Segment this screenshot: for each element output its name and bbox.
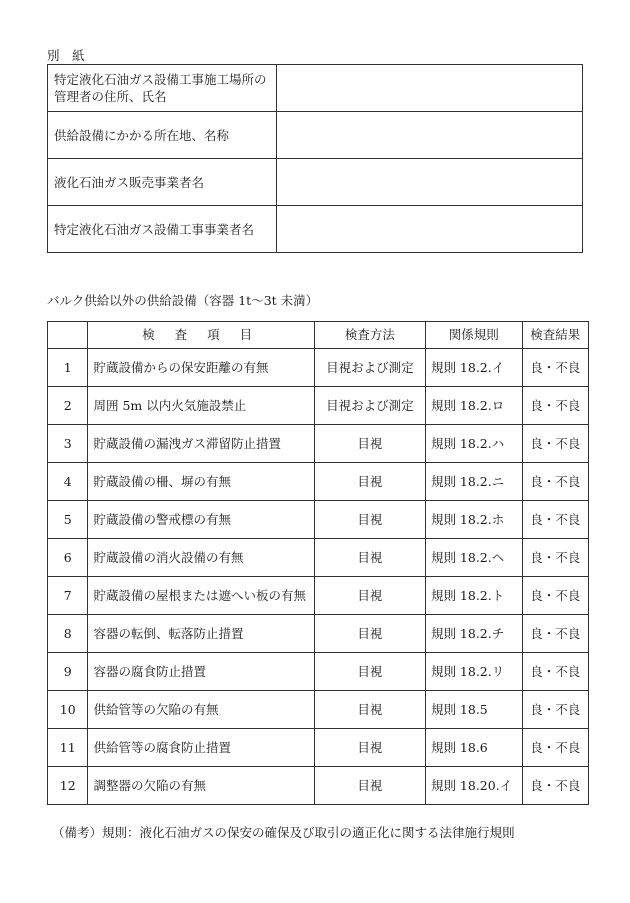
related-rule: 規則 18.2.イ <box>425 349 522 387</box>
inspection-method: 目視 <box>314 463 425 501</box>
inspection-result[interactable]: 良・不良 <box>522 691 589 729</box>
inspection-method: 目視 <box>314 691 425 729</box>
inspection-method: 目視 <box>314 767 425 805</box>
info-row <box>48 65 583 112</box>
inspection-item: 貯蔵設備の柵、塀の有無 <box>88 463 314 501</box>
header-method: 検査方法 <box>314 322 425 349</box>
row-number: 2 <box>48 387 88 425</box>
row-number: 4 <box>48 463 88 501</box>
inspection-item: 貯蔵設備の屋根または遮へい板の有無 <box>88 577 314 615</box>
inspection-method: 目視 <box>314 501 425 539</box>
row-number: 12 <box>48 767 88 805</box>
inspection-result[interactable]: 良・不良 <box>522 767 589 805</box>
info-value-field[interactable] <box>277 206 583 253</box>
header-result: 検査結果 <box>522 322 589 349</box>
related-rule: 規則 18.2.ニ <box>425 463 522 501</box>
attachment-label: 別 紙 <box>47 48 85 63</box>
inspection-result[interactable]: 良・不良 <box>522 425 589 463</box>
info-label: 特定液化石油ガス設備工事施工場所の管理者の住所、氏名 <box>48 65 277 112</box>
inspection-item: 周囲 5m 以内火気施設禁止 <box>88 387 314 425</box>
related-rule: 規則 18.6 <box>425 729 522 767</box>
related-rule: 規則 18.2.リ <box>425 653 522 691</box>
table-row <box>48 387 589 425</box>
inspection-item: 貯蔵設備からの保安距離の有無 <box>88 349 314 387</box>
table-row <box>48 577 589 615</box>
inspection-table <box>47 321 589 805</box>
table-row <box>48 463 589 501</box>
inspection-method: 目視 <box>314 577 425 615</box>
inspection-method: 目視 <box>314 539 425 577</box>
row-number: 11 <box>48 729 88 767</box>
section-title: バルク供給以外の供給設備（容器 1t～3t 未満） <box>47 293 319 308</box>
info-row <box>48 206 583 253</box>
inspection-result[interactable]: 良・不良 <box>522 653 589 691</box>
inspection-method: 目視 <box>314 425 425 463</box>
related-rule: 規則 18.20.イ <box>425 767 522 805</box>
table-row <box>48 691 589 729</box>
row-number: 8 <box>48 615 88 653</box>
inspection-result[interactable]: 良・不良 <box>522 463 589 501</box>
table-row <box>48 615 589 653</box>
table-row <box>48 653 589 691</box>
info-row <box>48 159 583 206</box>
related-rule: 規則 18.2.チ <box>425 615 522 653</box>
related-rule: 規則 18.2.ロ <box>425 387 522 425</box>
inspection-result[interactable]: 良・不良 <box>522 577 589 615</box>
inspection-method: 目視 <box>314 653 425 691</box>
related-rule: 規則 18.2.ハ <box>425 425 522 463</box>
table-row <box>48 767 589 805</box>
inspection-result[interactable]: 良・不良 <box>522 349 589 387</box>
inspection-item: 貯蔵設備の漏洩ガス滞留防止措置 <box>88 425 314 463</box>
inspection-result[interactable]: 良・不良 <box>522 387 589 425</box>
info-label: 液化石油ガス販売事業者名 <box>48 159 277 206</box>
header-item: 検 査 項 目 <box>88 322 314 349</box>
row-number: 3 <box>48 425 88 463</box>
inspection-result[interactable]: 良・不良 <box>522 501 589 539</box>
table-header-row <box>48 322 589 349</box>
table-row <box>48 501 589 539</box>
info-value-field[interactable] <box>277 159 583 206</box>
table-row <box>48 729 589 767</box>
inspection-item: 容器の転倒、転落防止措置 <box>88 615 314 653</box>
row-number: 1 <box>48 349 88 387</box>
row-number: 5 <box>48 501 88 539</box>
inspection-result[interactable]: 良・不良 <box>522 729 589 767</box>
row-number: 7 <box>48 577 88 615</box>
row-number: 10 <box>48 691 88 729</box>
header-rule: 関係規則 <box>425 322 522 349</box>
inspection-method: 目視および測定 <box>314 387 425 425</box>
inspection-result[interactable]: 良・不良 <box>522 539 589 577</box>
info-value-field[interactable] <box>277 65 583 112</box>
related-rule: 規則 18.2.ホ <box>425 501 522 539</box>
inspection-result[interactable]: 良・不良 <box>522 615 589 653</box>
inspection-item: 貯蔵設備の警戒標の有無 <box>88 501 314 539</box>
info-table <box>47 64 583 253</box>
row-number: 6 <box>48 539 88 577</box>
related-rule: 規則 18.5 <box>425 691 522 729</box>
inspection-method: 目視および測定 <box>314 349 425 387</box>
table-row <box>48 539 589 577</box>
remarks-note: （備考）規則：液化石油ガスの保安の確保及び取引の適正化に関する法律施行規則 <box>52 825 515 840</box>
info-label: 特定液化石油ガス設備工事事業者名 <box>48 206 277 253</box>
table-row <box>48 425 589 463</box>
related-rule: 規則 18.2.ト <box>425 577 522 615</box>
inspection-item: 貯蔵設備の消火設備の有無 <box>88 539 314 577</box>
info-value-field[interactable] <box>277 112 583 159</box>
info-label: 供給設備にかかる所在地、名称 <box>48 112 277 159</box>
table-row <box>48 349 589 387</box>
inspection-item: 供給管等の欠陥の有無 <box>88 691 314 729</box>
inspection-item: 調整器の欠陥の有無 <box>88 767 314 805</box>
info-row <box>48 112 583 159</box>
inspection-item: 容器の腐食防止措置 <box>88 653 314 691</box>
row-number: 9 <box>48 653 88 691</box>
inspection-method: 目視 <box>314 729 425 767</box>
header-no <box>48 322 88 349</box>
inspection-method: 目視 <box>314 615 425 653</box>
related-rule: 規則 18.2.ヘ <box>425 539 522 577</box>
inspection-item: 供給管等の腐食防止措置 <box>88 729 314 767</box>
